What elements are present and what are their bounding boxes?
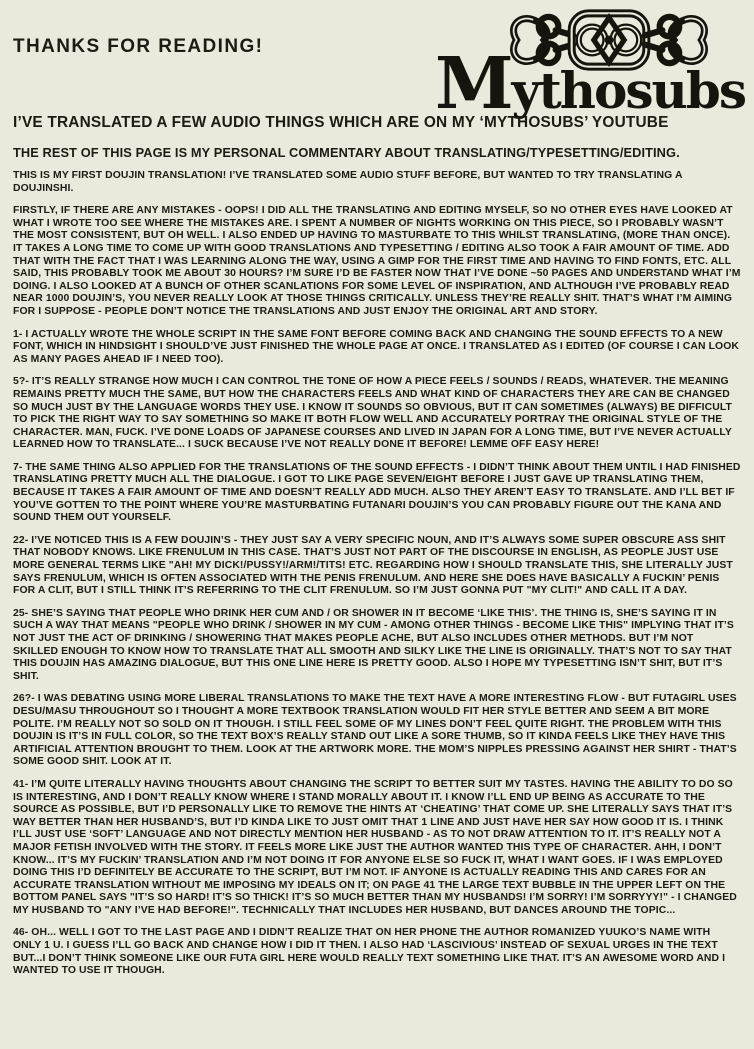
commentary-paragraph-note-25: 25- SHE’S SAYING THAT PEOPLE WHO DRINK HER CUM AND / OR SHOWER IN IT BECOME ‘LIKE THIS’. THE THING IS, SHE’S SAYING IT IN SUCH A WAY THAT MEANS "PEOPLE WHO DRINK / SHOWER IN MY CUM - AMONG OTHER THINGS - BECOME LIKE THIS" IMPLYING THAT IT’S NOT JUST THE ACT OF DRINKING / SHOWERING THAT MAKES PEOPLE ACHE, BUT ALSO INCLUDES OTHER METHODS. BUT I’M NOT SKILLED ENOUGH TO KNOW HOW TO TRANSLATE THAT ALL SMOOTH AND SILKY LIKE THE LINE IS ORIGINALLY. THAT’S NOT TO SAY THAT THIS DOUJIN HAS AMAZING DIALOGUE, BUT THIS ONE LINE HERE IS PRETTY GOOD. ALSO I HOPE MY TYPESETTING ISN’T SHIT, BUT IT’S SHIT. bbox=[13, 607, 734, 682]
youtube-note: I’VE TRANSLATED A FEW AUDIO THINGS WHICH ARE ON MY ‘MYTHOSUBS’ YOUTUBE bbox=[13, 114, 669, 131]
commentary-intro: THE REST OF THIS PAGE IS MY PERSONAL COMMENTARY ABOUT TRANSLATING/TYPESETTING/EDITING. bbox=[13, 145, 680, 160]
commentary-paragraph-note-22: 22- I’VE NOTICED THIS IS A FEW DOUJIN’S - THEY JUST SAY A VERY SPECIFIC NOUN, AND IT’S ALWAYS SOME SUPER OBSCURE ASS SHIT THAT NOBODY KNOWS. LIKE FRENULUM IN THIS CASE. THAT’S JUST NOT PART OF THE DISCOURSE IN ENGLISH, AS PEOPLE JUST USE MORE GENERAL TERMS LIKE "AH! MY DICK!/PUSSY!/ARM!/TITS! ETC. REGARDING HOW I SHOULD TRANSLATE THIS, SHE LITERALLY JUST SAYS FRENULUM, WHICH IS OFTEN ASSOCIATED WITH THE PENIS FRENULUM. AND HERE SHE DOES HAVE BASICALLY A FUCKIN’ PENIS FOR A CLIT, BUT I STILL THINK IT’S REFERRING TO THE CLIT FRENULUM. SO I’M JUST GONNA PUT "MY CLIT!" AND CALL IT A DAY. bbox=[13, 534, 733, 597]
commentary-paragraph-note-7: 7- THE SAME THING ALSO APPLIED FOR THE TRANSLATIONS OF THE SOUND EFFECTS - I DIDN’T THINK ABOUT THEM UNTIL I HAD FINISHED TRANSLATING PRETTY MUCH ALL THE DIALOGUE. I GOT TO LIKE PAGE SEVEN/EIGHT BEFORE I JUST GAVE UP TRANSLATING THEM, BECAUSE IT TAKES A FAIR AMOUNT OF TIME AND DOESN’T REALLY ADD MUCH. ALSO THEY AREN’T EASY TO TRANSLATE. AND I’LL BET IF YOU’VE GOTTEN TO THE POINT WHERE YOU’RE MASTURBATING FUTANARI DOUJIN’S YOU CAN PROBABLY FIGURE OUT THE KANA AND SOUND THEM OUT YOURSELF. bbox=[13, 461, 741, 524]
commentary-paragraph-note-5: 5?- IT’S REALLY STRANGE HOW MUCH I CAN CONTROL THE TONE OF HOW A PIECE FEELS / SOUNDS / READS, WHATEVER. THE MEANING REMAINS PRETTY MUCH THE SAME, BUT HOW THE CHARACTERS FEELS AND WHAT KIND OF CHARACTERS THEY ARE CAN BE CHANGED SO MUCH JUST BY THE LANGUAGE WORDS THEY USE. I KNOW IT SOUNDS SO OBVIOUS, BUT IT CAN SOMETIMES (ALWAYS) BE DIFFICULT TO PICK THE RIGHT WAY TO SAY SOMETHING SO MAKE IT BOTH FLOW WELL AND ACCURATELY PORTRAY THE ORIGINAL STYLE OF THE CHARACTER. MAN, FUCK. I’VE DONE LOADS OF JAPANESE COURSES AND LIVED IN JAPAN FOR A LONG TIME, BUT I’VE NEVER ACTUALLY LEARNED HOW TO TRANSLATE... I SUCK BECAUSE I’VE NOT REALLY DONE IT BEFORE! LEMME OFF EASY HERE! bbox=[13, 376, 732, 451]
mythosubs-logo bbox=[434, 4, 745, 125]
commentary-paragraph-note-46: 46- OH... WELL I GOT TO THE LAST PAGE AND I DIDN’T REALIZE THAT ON HER PHONE THE AUTHOR ROMANIZED YUUKO’S NAME WITH ONLY 1 U. I GUESS I’LL GO BACK AND CHANGE HOW I DID IT THEN. I ALSO HAD ‘LASCIVIOUS’ INSTEAD OF SEXUAL URGES IN THE TEXT BUT...I DON’T THINK SOMEONE LIKE OUR FUTA GIRL HERE WOULD REALLY TEXT SOMETHING LIKE THAT. IT’S AN AWESOME WORD AND I WANTED TO USE IT THOUGH. bbox=[13, 927, 726, 977]
commentary-paragraph-firstly: FIRSTLY, IF THERE ARE ANY MISTAKES - OOPS! I DID ALL THE TRANSLATING AND EDITING MYSELF, SO NO OTHER EYES HAVE LOOKED AT WHAT I WROTE TOO SEE WHERE THE MISTAKES ARE. I SPENT A NUMBER OF NIGHTS WORKING ON THIS PIECE, SO I PROBABLY WASN’T THE MOST CONSISTENT, BUT OH WELL. I ALSO ENDED UP HAVING TO MASTURBATE TO THIS WHILST TRANSLATING, (MORE THAN ONCE). IT TAKES A LONG TIME TO COME UP WITH GOOD TRANSLATIONS AND TYPESETTING / EDITING ALSO TOOK A FAIR AMOUNT OF TIME. ADD THAT WITH THE FACT THAT I WAS LEARNING ALONG THE WAY, USING A GIMP FOR THE FIRST TIME AND HAVING TO FIND FONTS, ETC. ALL SAID, THIS PROBABLY TOOK ME ABOUT 30 HOURS? I’M SURE I’D BE FASTER NOW THAT I’VE DONE ~50 PAGES AND UNDERSTAND WHAT I’M DOING. I ALSO LOOKED AT A BUNCH OF OTHER SCANLATIONS FOR SOME LEVEL OF INSPIRATION, AND ALTHOUGH I’VE PROBABLY READ NEAR 1000 DOUJIN’S, YOU NEVER REALLY LOOK AT THOSE THINGS CRITICALLY. UNLESS THEY’RE REALLY SHIT. THAT’S WHAT I’M AIMING FOR I SUPPOSE - PEOPLE DON’T NOTICE THE TRANSLATIONS AND JUST ENJOY THE ORIGINAL ART AND STORY. bbox=[13, 205, 741, 317]
commentary-paragraph-note-1: 1- I ACTUALLY WROTE THE WHOLE SCRIPT IN THE SAME FONT BEFORE COMING BACK AND CHANGING THE SOUND EFFECTS TO A NEW FONT, WHICH IN HINDSIGHT I SHOULD’VE JUST FINISHED THE WHOLE PAGE AT ONCE. I TRANSLATED AS I EDITED (OF COURSE I CAN LOOK AS MANY PAGES AHEAD IF I NEED TOO). bbox=[13, 328, 739, 365]
commentary-paragraph-note-41: 41- I’M QUITE LITERALLY HAVING THOUGHTS ABOUT CHANGING THE SCRIPT TO BETTER SUIT MY TASTES. HAVING THE ABILITY TO DO SO IS INTERESTING, AND I DON’T REALLY KNOW WHERE I STAND MORALLY ABOUT IT. I KNOW I’LL END UP BEING AS ACCURATE TO THE SOURCE AS POSSIBLE, BUT I’D PERSONALLY LIKE TO REMOVE THE HINTS AT ‘CHEATING’ THAT COME UP. SHE LITERALLY SAYS THAT IT’S WAY BETTER THAN HER HUSBAND’S, BUT I’D KINDA LIKE TO JUST OMIT THAT 1 LINE AND JUST HAVE HER SAY HOW GOOD IT IS. I THINK I’LL JUST USE ‘SOFT’ LANGUAGE AND NOT DIRECTLY MENTION HER HUSBAND - AS TO NOT DRAW ATTENTION TO IT. IT’S REALLY NOT A MAJOR FETISH INVOLVED WITH THE STORY. IT FEELS MORE LIKE JUST THE AUTHOR WANTED THIS TYPE OF CHARACTER. AHH, I DON’T KNOW... IT’S MY FUCKIN’ TRANSLATION AND I’M NOT DOING IT FOR ANYONE ELSE SO FUCK IT, WHAT I WANT GOES. IF I WAS EMPLOYED DOING THIS I’D DEFINITELY BE ACCURATE TO THE SCRIPT, BUT I’M NOT. IF ANYONE IS ACTUALLY READING THIS AND CARES FOR AN ACCURATE TRANSLATION WITHOUT ME IMPOSING MY IDEALS ON IT; ON PAGE 41 THE LARGE TEXT BUBBLE IN THE UPPER LEFT ON THE BOTTOM PANEL SAYS "IT’S SO HARD! IT’S SO THICK! IT’S SO MUCH BETTER THAN MY HUSBANDS! I’M SORRY! I’M SORRYYY!" - I CHANGED MY HUSBAND TO "ANY I’VE HAD BEFORE!". TECHNICALLY THAT INCLUDES HER HUSBAND, BUT DANCES AROUND THE TOPIC... bbox=[13, 778, 737, 916]
logo-wordmark: Mythosubs bbox=[434, 40, 745, 125]
commentary-paragraph-note-26: 26?- I WAS DEBATING USING MORE LIBERAL TRANSLATIONS TO MAKE THE TEXT HAVE A MORE INTERESTING FLOW - BUT FUTAGIRL USES DESU/MASU THROUGHOUT SO I THOUGHT A MORE TEXTBOOK TRANSLATION WOULD FIT HER STYLE BETTER AND SEEM A BIT MORE POLITE. I’M REALLY NOT SO SOLD ON IT THOUGH. I STILL FEEL SOME OF MY LINES DON’T FEEL QUITE RIGHT. THE PROBLEM WITH THIS DOUJIN IS IT’S IN FULL COLOR, SO THE TEXT BOX’S REALLY STAND OUT LIKE A SORE THUMB, SO IT KINDA FEELS LIKE THEY HAVE THIS ARTIFICIAL ATTENTION BROUGHT TO THEM. LOOK AT THE ARTWORK MORE. THE MOM’S NIPPLES PRESSING AGAINST HER SHIRT - THAT’S SOME GOOD SHIT. LOOK AT IT. bbox=[13, 693, 737, 768]
commentary-paragraph-intro: THIS IS MY FIRST DOUJIN TRANSLATION! I’VE TRANSLATED SOME AUDIO STUFF BEFORE, BUT WANTED TO TRY TRANSLATING A DOUJINSHI. bbox=[13, 170, 683, 194]
page-title: THANKS FOR READING! bbox=[13, 36, 264, 57]
